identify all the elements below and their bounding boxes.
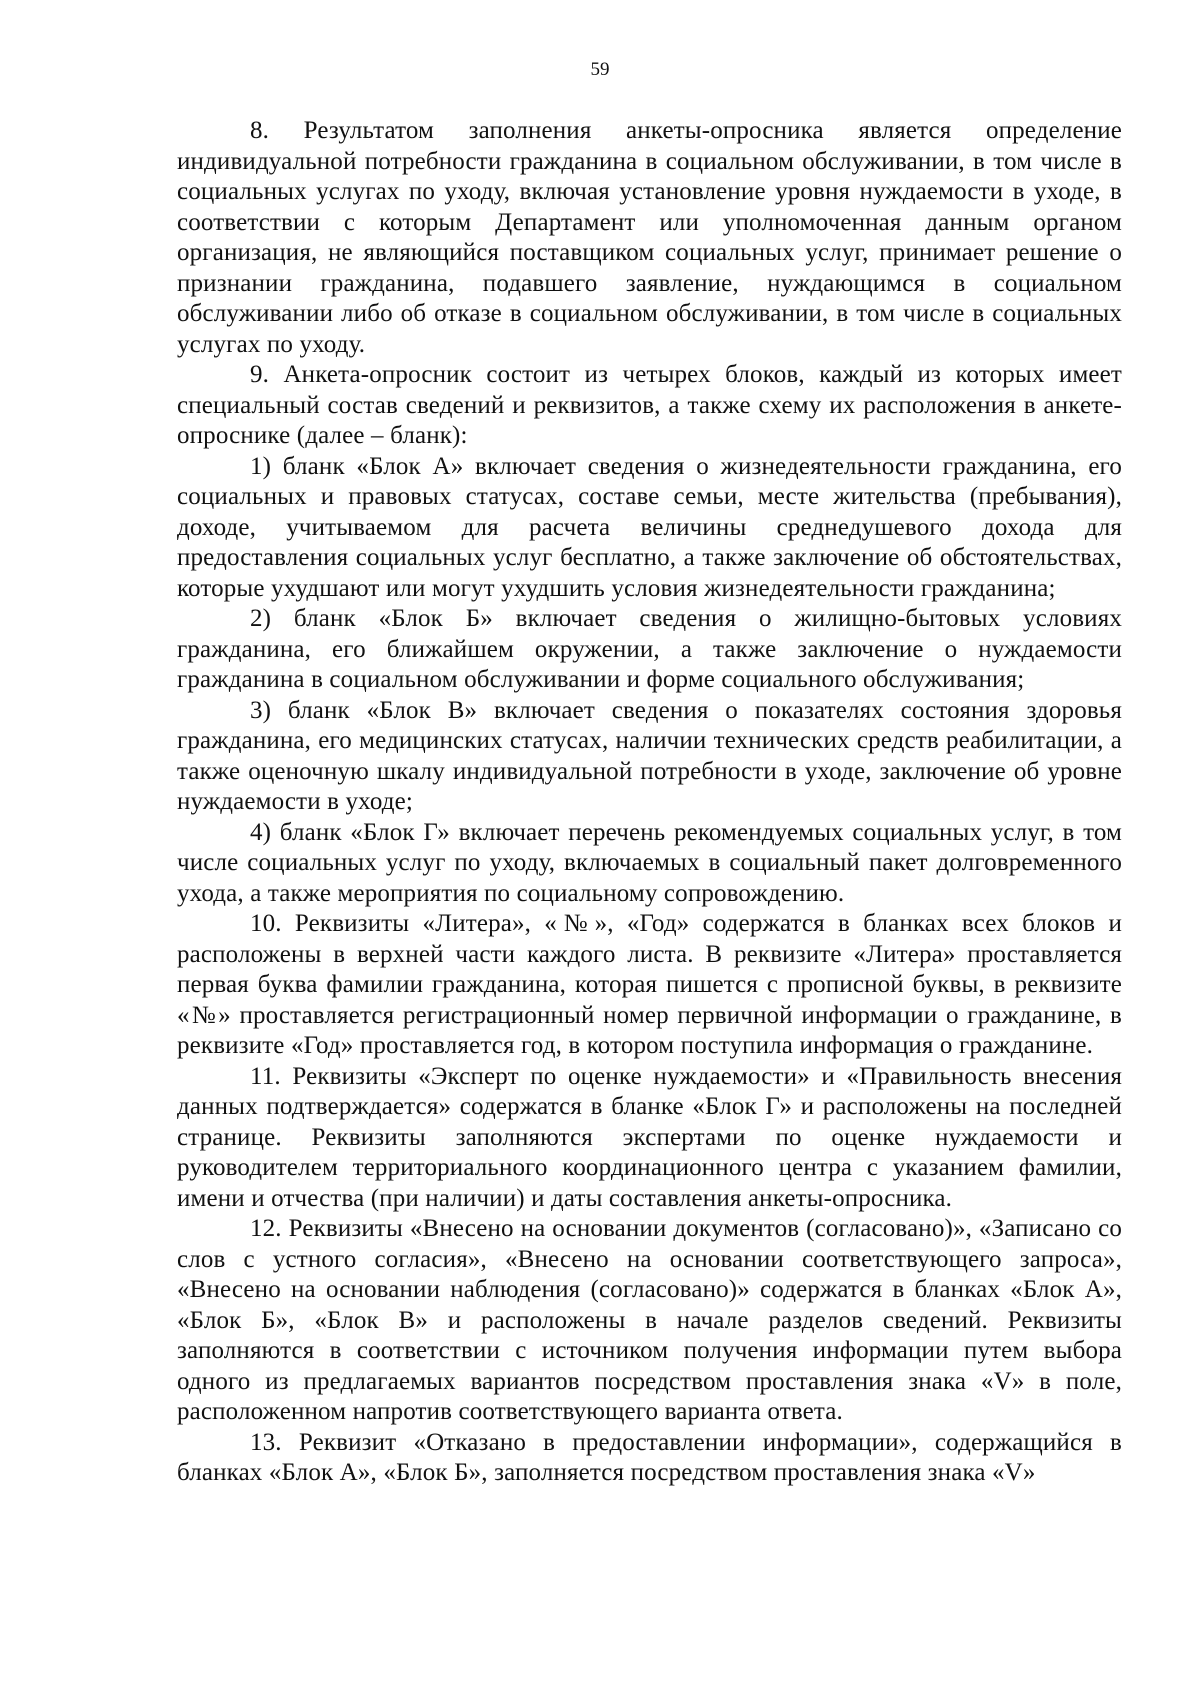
page-number: 59	[590, 59, 610, 80]
paragraph-8: 8. Результатом заполнения анкеты-опросника является определение индивидуальной потребности гражданина в социальном обслуживании, в том числе в социальных услугах по уходу, включая установление уровня нуждаемости в уходе, в соответствии с которым Департамент или уполномоченная данным органом организация, не являющийся поставщиком социальных услуг, принимает решение о признании гражданина, подавшего заявление, нуждающимся в социальном обслуживании либо об отказе в социальном обслуживании, в том числе в социальных услугах по уходу.	[177, 117, 1122, 358]
paragraph-12: 12. Реквизиты «Внесено на основании документов (согласовано)», «Записано со слов с устного согласия», «Внесено на основании соответствующего запроса», «Внесено на основании наблюдения (согласовано)» содержатся в бланках «Блок А», «Блок Б», «Блок В» и расположены в начале разделов сведений. Реквизиты заполняются в соответствии с источником получения информации путем выбора одного из предлагаемых вариантов посредством проставления знака «V» в поле, расположенном напротив соответствующего варианта ответа.	[177, 1215, 1122, 1425]
list-item-block-g: 4) бланк «Блок Г» включает перечень рекомендуемых социальных услуг, в том числе социальных услуг по уходу, включаемых в социальный пакет долговременного ухода, а также мероприятия по социальному сопровождению.	[177, 818, 1122, 907]
list-item-block-a: 1) бланк «Блок А» включает сведения о жизнедеятельности гражданина, его социальных и правовых статусах, составе семьи, месте жительства (пребывания), доходе, учитываемом для расчета величины среднедушевого дохода для предоставления социальных услуг бесплатно, а также заключение об обстоятельствах, которые ухудшают или могут ухудшить условия жизнедеятельности гражданина;	[177, 452, 1122, 602]
paragraph-13: 13. Реквизит «Отказано в предоставлении информации», содержащийся в бланках «Блок А», «Блок Б», заполняется посредством проставления знака «V»	[177, 1428, 1122, 1486]
document-body	[177, 116, 1122, 1489]
list-item-block-b: 2) бланк «Блок Б» включает сведения о жилищно-бытовых условиях гражданина, его ближайшем окружении, а также заключение о нуждаемости гражданина в социальном обслуживании и форме социального обслуживания;	[177, 605, 1122, 693]
paragraph-9: 9. Анкета-опросник состоит из четырех блоков, каждый из которых имеет специальный состав сведений и реквизитов, а также схему их расположения в анкете-опроснике (далее – бланк):	[177, 361, 1122, 449]
paragraph-11: 11. Реквизиты «Эксперт по оценке нуждаемости» и «Правильность внесения данных подтверждается» содержатся в бланке «Блок Г» и расположены на последней странице. Реквизиты заполняются экспертами по оценке нуждаемости и руководителем территориального координационного центра с указанием фамилии, имени и отчества (при наличии) и даты составления анкеты-опросника.	[177, 1062, 1122, 1212]
list-item-block-v: 3) бланк «Блок В» включает сведения о показателях состояния здоровья гражданина, его медицинских статусах, наличии технических средств реабилитации, а также оценочную шкалу индивидуальной потребности в уходе, заключение об уровне нуждаемости в уходе;	[177, 696, 1122, 815]
paragraph-10: 10. Реквизиты «Литера», «№», «Год» содержатся в бланках всех блоков и расположены в верхней части каждого листа. В реквизите «Литера» проставляется первая буква фамилии гражданина, которая пишется с прописной буквы, в реквизите «№» проставляется регистрационный номер первичной информации о гражданине, в реквизите «Год» проставляется год, в котором поступила информация о гражданине.	[177, 910, 1122, 1059]
